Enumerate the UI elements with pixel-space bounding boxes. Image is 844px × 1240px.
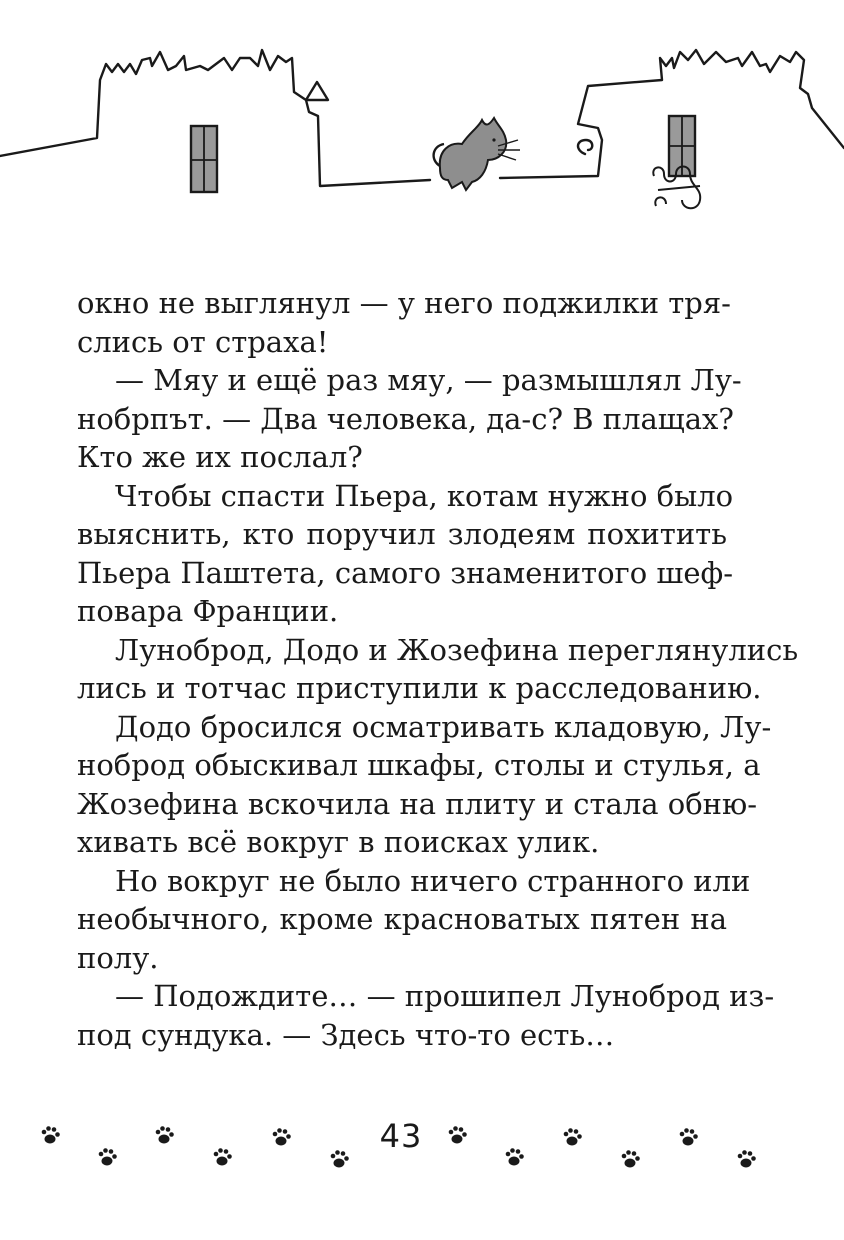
paw-print-icon xyxy=(273,1128,291,1145)
text-line: Додо бросился осматривать кладовую, Лу- xyxy=(115,709,772,744)
text-line: — Подождите… — прошипел Луноброд из- xyxy=(115,979,775,1013)
paw-print-icon xyxy=(622,1150,640,1167)
paw-print-icon xyxy=(680,1128,698,1145)
text-line: окно не выглянул — у него поджилки тря- xyxy=(77,286,731,320)
paw-print-icon xyxy=(42,1126,60,1143)
window-icon xyxy=(653,116,700,208)
cat-icon xyxy=(434,118,520,190)
window-icon xyxy=(191,126,217,192)
paw-print-icon xyxy=(738,1150,756,1167)
rooftop-cat-illustration xyxy=(0,0,844,230)
text-line: нобрпът. — Два человека, да-с? В плащах? xyxy=(77,401,734,436)
text-line: хивать всё вокруг в поисках улик. xyxy=(77,825,600,859)
page-number: 43 xyxy=(379,1117,423,1155)
text-line: Чтобы спасти Пьера, котам нужно было xyxy=(115,478,734,513)
text-line: Кто же их послал? xyxy=(77,440,363,474)
paw-print-icon xyxy=(331,1150,349,1167)
text-line: повара Франции. xyxy=(77,594,339,628)
paw-print-icon xyxy=(449,1126,467,1143)
body-text xyxy=(77,284,799,1054)
text-line: — Мяу и ещё раз мяу, — размышлял Лу- xyxy=(115,363,742,397)
text-line: Жозефина вскочила на плиту и стала обню- xyxy=(77,786,758,821)
text-line: Пьера Паштета, самого знаменитого шеф- xyxy=(77,555,734,590)
paw-print-icon xyxy=(564,1128,582,1145)
text-line: необычного, кроме красноватых пятен на xyxy=(77,902,727,936)
paw-print-icon xyxy=(156,1126,174,1143)
text-line: выяснить, кто поручил злодеям похитить xyxy=(77,517,727,551)
text-line: лись и тотчас приступили к расследованию. xyxy=(77,671,762,705)
chimney-icon xyxy=(306,82,328,100)
text-line: Луноброд, Додо и Жозефина переглянулись xyxy=(115,632,799,667)
text-line: Но вокруг не было ничего странного или xyxy=(115,863,751,898)
text-line: слись от страха! xyxy=(77,324,329,359)
text-line: полу. xyxy=(77,940,159,975)
paw-print-icon xyxy=(99,1148,117,1165)
text-line: ноброд обыскивал шкафы, столы и стулья, а xyxy=(77,748,761,782)
paw-print-icon xyxy=(506,1148,524,1165)
text-line: под сундука. — Здесь что-то есть… xyxy=(77,1017,615,1052)
paw-print-icon xyxy=(214,1148,232,1165)
